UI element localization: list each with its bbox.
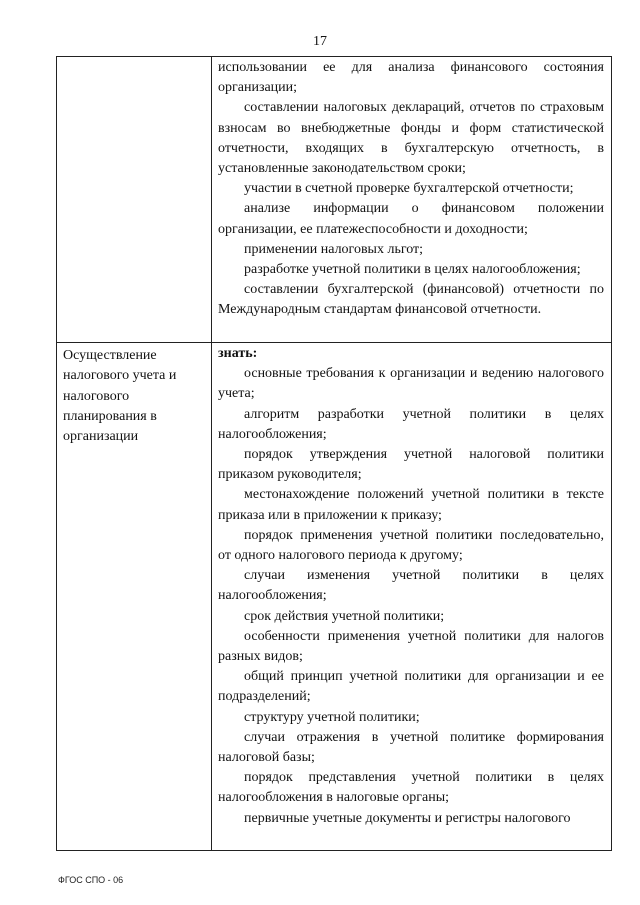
paragraph: случаи отражения в учетной политике формирования налоговой базы;	[218, 729, 604, 766]
paragraph: случаи изменения учетной политики в целях налогообложения;	[218, 568, 604, 604]
paragraph: алгоритм разработки учетной политики в целях налогообложения;	[218, 406, 604, 442]
paragraph-list	[218, 364, 604, 829]
paragraph: разработке учетной политики в целях налогообложения;	[244, 262, 581, 278]
paragraph: особенности применения учетной политики для налогов разных видов;	[218, 628, 604, 665]
page-number: 17	[313, 34, 327, 49]
paragraph: структуру учетной политики;	[244, 709, 420, 725]
table-row	[57, 343, 612, 851]
paragraph: применении налоговых льгот;	[244, 241, 424, 257]
paragraph: местонахождение положений учетной политики в тексте приказа или в приложении к приказу;	[218, 487, 604, 523]
right-cell	[212, 57, 612, 343]
paragraph: участии в счетной проверке бухгалтерской отчетности;	[244, 181, 574, 197]
paragraph: порядок представления учетной политики в целях налогообложения в налоговые органы;	[218, 770, 604, 806]
paragraph: составлении бухгалтерской (финансовой) отчетности по Международным стандартам финансовой отчетности.	[218, 282, 604, 318]
paragraph: составлении налоговых деклараций, отчетов по страховым взносам во внебюджетные фонды и форм статистической отчетности, входящих в бухгалтерскую отчетность, в установленные законодательством сроки;	[218, 100, 604, 177]
paragraph: срок действия учетной политики;	[244, 608, 445, 624]
paragraph: анализе информации о финансовом положении организации, ее платежеспособности и доходности;	[218, 201, 604, 237]
paragraph: первичные учетные документы и регистры налогового	[244, 810, 571, 826]
paragraph: общий принцип учетной политики для организации и ее подразделений;	[218, 669, 604, 705]
paragraph: использовании ее для анализа финансового состояния организации;	[218, 60, 604, 96]
paragraph: порядок утверждения учетной налоговой политики приказом руководителя;	[218, 447, 604, 483]
paragraph-list	[218, 58, 604, 321]
section-heading: знать:	[218, 346, 258, 361]
table-row	[57, 57, 612, 343]
left-cell	[57, 57, 212, 343]
paragraph: основные требования к организации и ведению налогового учета;	[218, 366, 604, 402]
footer-label: ФГОС СПО - 06	[58, 875, 124, 885]
right-cell	[212, 343, 612, 851]
paragraph: порядок применения учетной политики последовательно, от одного налогового периода к другому;	[218, 527, 604, 564]
left-cell: Осуществление налогового учета и налогового планирования в организации	[57, 343, 212, 851]
competency-table	[56, 56, 612, 851]
